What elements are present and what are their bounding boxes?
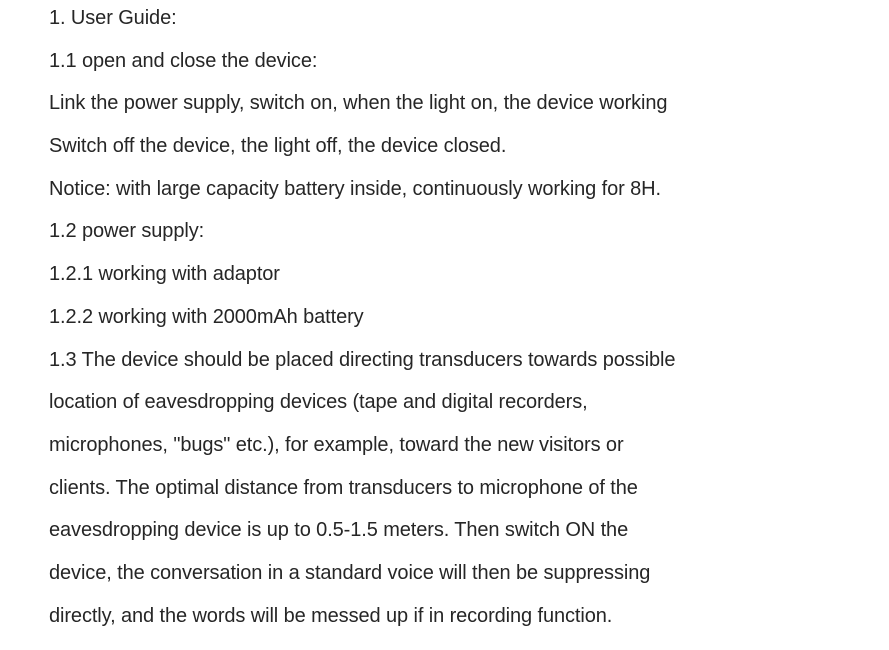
paragraph-line: Link the power supply, switch on, when the light on, the device working [49,92,668,115]
subsection-heading-open-close: 1.1 open and close the device: [49,49,318,72]
paragraph-line: directly, and the words will be messed up if in recording function. [49,604,613,627]
section-heading-user-guide: 1. User Guide: [49,7,177,29]
paragraph-line: 1.3 The device should be placed directing transducers towards possible [49,348,676,371]
paragraph-line: device, the conversation in a standard voice will then be suppressing [49,561,651,584]
notice-line: Notice: with large capacity battery inside, continuously working for 8H. [49,177,661,200]
user-guide-document [49,0,879,640]
paragraph-line: clients. The optimal distance from transducers to microphone of the [49,476,638,499]
paragraph-line: microphones, "bugs" etc.), for example, toward the new visitors or [49,433,624,456]
paragraph-line: Switch off the device, the light off, the device closed. [49,135,507,158]
paragraph-line: eavesdropping device is up to 0.5-1.5 meters. Then switch ON the [49,519,629,542]
subsection-heading-power-supply: 1.2 power supply: [49,220,205,243]
list-item: 1.2.1 working with adaptor [49,263,280,286]
paragraph-line: location of eavesdropping devices (tape and digital recorders, [49,391,588,414]
list-item: 1.2.2 working with 2000mAh battery [49,305,364,328]
